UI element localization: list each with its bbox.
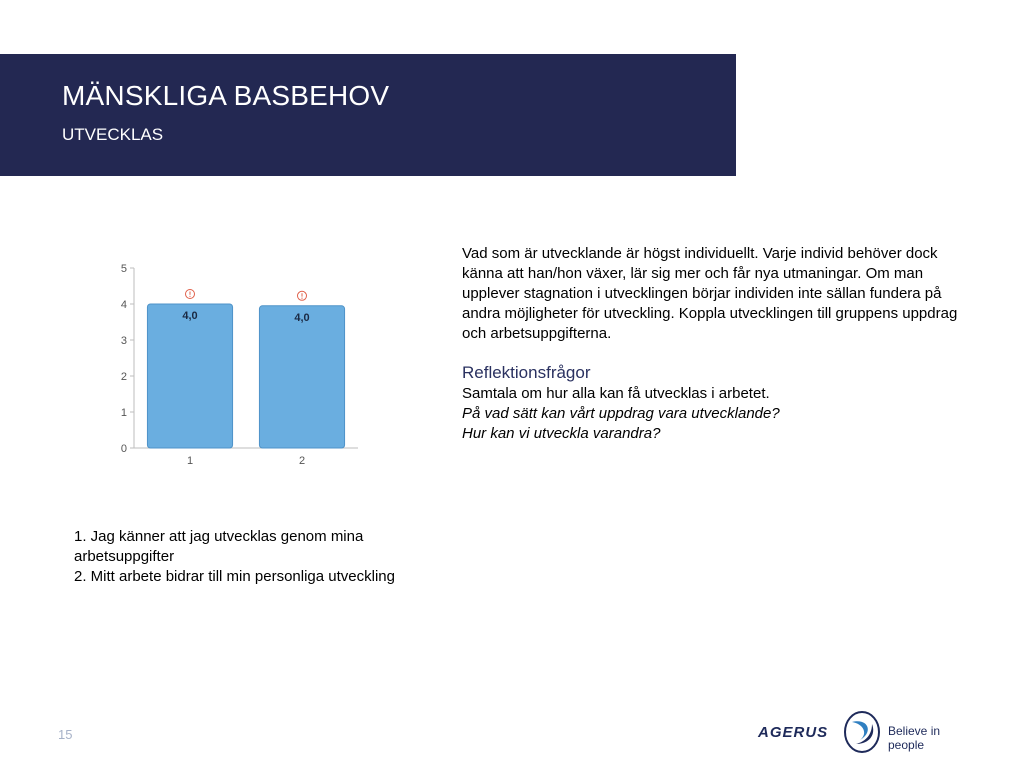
header-band [0, 54, 736, 176]
bar [259, 306, 344, 448]
legend-item-2: 2. Mitt arbete bidrar till min personliga utveckling [74, 568, 395, 585]
y-tick-label: 4 [120, 299, 127, 311]
y-tick-label: 3 [120, 335, 127, 347]
slide-title: MÄNSKLIGA BASBEHOV [62, 80, 390, 111]
page-number: 15 [58, 727, 73, 742]
logo-swirl-icon [842, 710, 882, 754]
reflection-line-2: På vad sätt kan vårt uppdrag vara utvecklande? [462, 405, 780, 422]
chart-legend [74, 527, 454, 587]
bar-chart-svg [110, 258, 370, 473]
logo-wordmark: AGERUS [758, 724, 829, 741]
y-tick-label: 2 [120, 371, 127, 383]
body-text [462, 244, 982, 444]
reflection-line-1: Samtala om hur alla kan få utvecklas i arbetet. [462, 385, 770, 402]
reflection-heading: Reflektionsfrågor [462, 363, 591, 382]
bar-value-label: 4,0 [182, 310, 198, 322]
slide-subtitle: UTVECKLAS [62, 125, 164, 144]
body-paragraph: Vad som är utvecklande är högst individuellt. Varje individ behöver dock känna att han/hon växer, lär sig mer och får nya utmaningar. Om man upplever stagnation i utvecklingen börjar individen inte sällan fundera på andra möjligheter för utveckling. Koppla utvecklingen till gruppens uppdrag och arbetsuppgifterna. [462, 245, 958, 342]
warning-mark-dot [189, 296, 190, 297]
y-tick-label: 1 [120, 407, 127, 419]
bar [147, 304, 232, 448]
legend-item-1: 1. Jag känner att jag utvecklas genom mina arbetsuppgifter [74, 528, 364, 565]
reflection-line-3: Hur kan vi utveckla varandra? [462, 425, 661, 442]
bar-value-label: 4,0 [294, 311, 310, 324]
warning-mark-dot [301, 298, 302, 299]
x-tick-label: 1 [186, 455, 194, 467]
x-tick-label: 2 [298, 455, 306, 467]
bar-chart [110, 258, 370, 473]
logo-tagline: Believe in people [888, 724, 941, 752]
company-logo [758, 708, 978, 756]
y-tick-label: 0 [120, 443, 127, 455]
y-tick-label: 5 [120, 263, 127, 275]
